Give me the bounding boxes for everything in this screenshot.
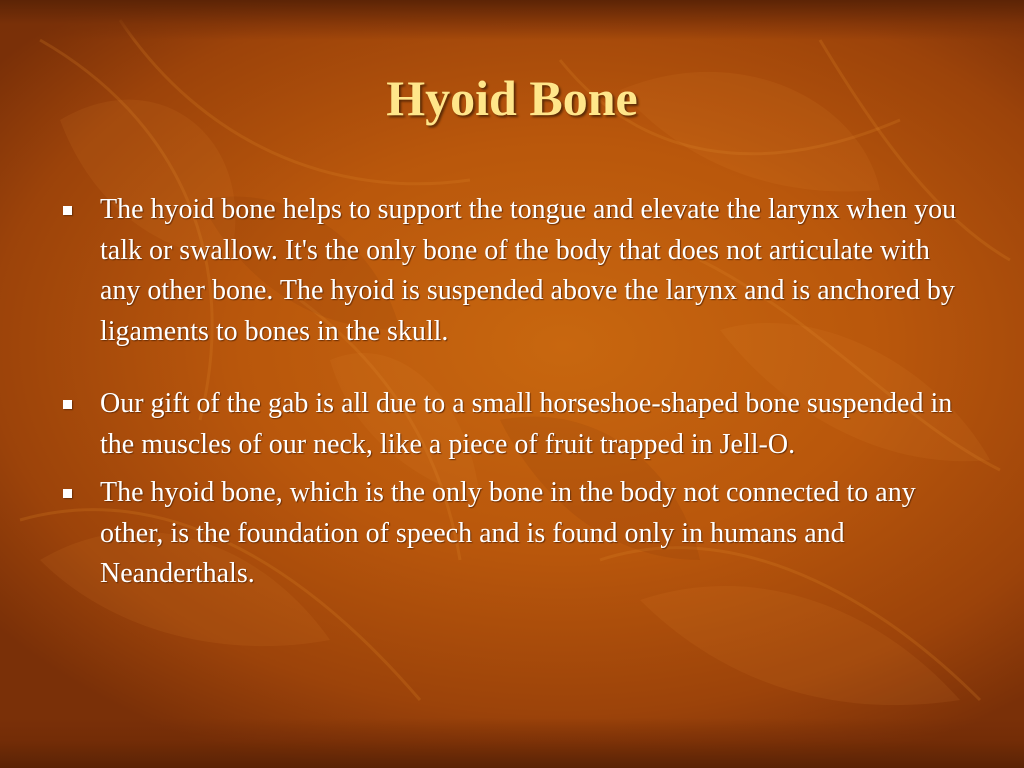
bullet-text: The hyoid bone, which is the only bone in the body not connected to any other, is the foundation of speech and is found only in humans and Neanderthals. [100,477,916,589]
bullet-list [62,190,962,595]
bullet-item [62,384,962,465]
bullet-item [62,190,962,352]
bullet-item [62,473,962,595]
bullet-text: The hyoid bone helps to support the tongue and elevate the larynx when you talk or swallow. It's the only bone of the body that does not articulate with any other bone. The hyoid is suspended above the larynx and is anchored by ligaments to bones in the skull. [100,194,957,347]
square-bullet-icon [63,400,72,409]
top-shadow-band [0,0,1024,40]
bullet-text: Our gift of the gab is all due to a small horseshoe-shaped bone suspended in the muscles of our neck, like a piece of fruit trapped in Jell-O. [100,388,953,460]
square-bullet-icon [63,489,72,498]
slide-title: Hyoid Bone [386,70,638,126]
bottom-shadow-band [0,718,1024,768]
square-bullet-icon [63,206,72,215]
